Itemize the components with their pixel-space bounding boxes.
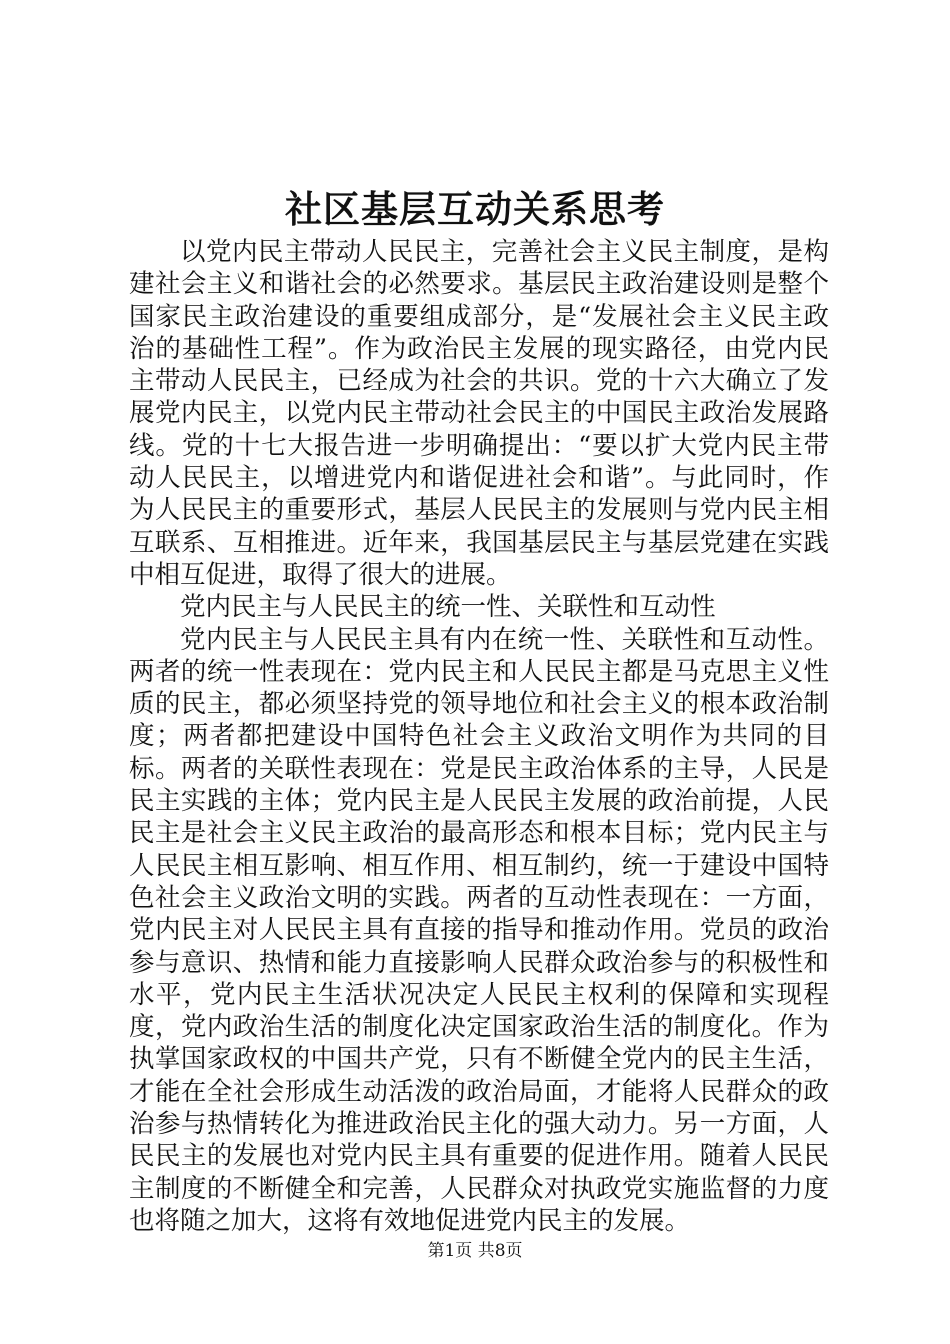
- paragraph-intro: 以党内民主带动人民民主，完善社会主义民主制度，是构建社会主义和谐社会的必然要求。基层民主政治建设则是整个国家民主政治建设的重要组成部分，是“发展社会主义民主政治的基础性工程”。作为政治民主发展的现实路径，由党内民主带动人民民主，已经成为社会的共识。党的十六大确立了发展党内民主，以党内民主带动社会民主的中国民主政治发展路线。党的十七大报告进一步明确提出：“要以扩大党内民主带动人民民主，以增进党内和谐促进社会和谐”。与此同时，作为人民民主的重要形式，基层人民民主的发展则与党内民主相互联系、互相推进。近年来，我国基层民主与基层党建在实践中相互促进，取得了很大的进展。: [129, 237, 829, 590]
- section-heading: 党内民主与人民民主的统一性、关联性和互动性: [180, 592, 716, 623]
- paragraph-main: 党内民主与人民民主具有内在统一性、关联性和互动性。两者的统一性表现在：党内民主和人民民主都是马克思主义性质的民主，都必须坚持党的领导地位和社会主义的根本政治制度；两者都把建设中国特色社会主义政治文明作为共同的目标。两者的关联性表现在：党是民主政治体系的主导，人民是民主实践的主体；党内民主是人民民主发展的政治前提，人民民主是社会主义民主政治的最高形态和根本目标；党内民主与人民民主相互影响、相互作用、相互制约，统一于建设中国特色社会主义政治文明的实践。两者的互动性表现在：一方面，党内民主对人民民主具有直接的指导和推动作用。党员的政治参与意识、热情和能力直接影响人民群众政治参与的积极性和水平，党内民主生活状况决定人民民主权利的保障和实现程度，党内政治生活的制度化决定国家政治生活的制度化。作为执掌国家政权的中国共产党，只有不断健全党内的民主生活，才能在全社会形成生动活泼的政治局面，才能将人民群众的政治参与热情转化为推进政治民主化的强大动力。另一方面，人民民主的发展也对党内民主具有重要的促进作用。随着人民民主制度的不断健全和完善，人民群众对执政党实施监督的力度也将随之加大，这将有效地促进党内民主的发展。: [129, 624, 829, 1236]
- document-title: 社区基层互动关系思考: [285, 187, 665, 231]
- page-number-footer: 第1页 共8页: [427, 1241, 523, 1261]
- document-body: [129, 236, 829, 1237]
